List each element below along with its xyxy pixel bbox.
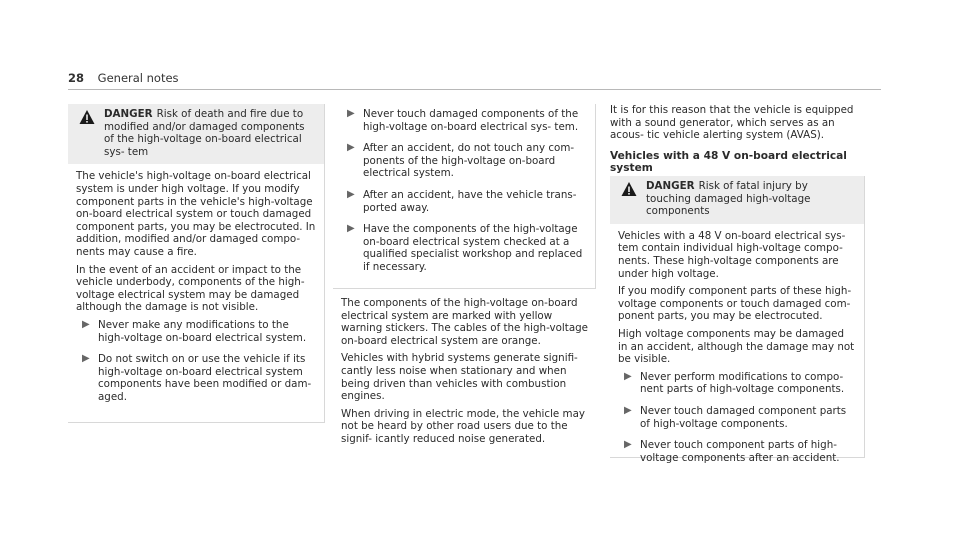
bullet-arrow-icon: ▶ — [624, 404, 632, 416]
paragraph: The vehicle's high-voltage on-board electrical system is under high voltage. If you modify component parts in the vehicle's high-voltage on-board electrical system or touch damaged component parts, you may be electrocuted. In addition, modified and/or damaged compo- nents may cause a fire. — [76, 170, 316, 258]
list-item — [341, 142, 587, 180]
list-item-text: Never touch damaged components of the high-voltage on-board electrical sys- tem. — [363, 108, 579, 133]
bullet-arrow-icon: ▶ — [347, 108, 355, 119]
danger-header — [68, 104, 324, 164]
danger-header — [610, 176, 864, 224]
page-number: 28 — [68, 71, 85, 85]
bullet-arrow-icon: ▶ — [347, 223, 355, 235]
danger-body-continued — [333, 108, 595, 291]
bullet-arrow-icon: ▶ — [347, 142, 355, 154]
warning-triangle-icon — [618, 181, 640, 197]
paragraph: The components of the high-voltage on-board electrical system are marked with yellow warning stickers. The cables of the high-voltage on-board electrical system are orange. — [341, 297, 588, 347]
danger-body — [610, 224, 864, 482]
section-heading: Vehicles with a 48 V on-board electrical system — [610, 149, 847, 174]
danger-keyword: DANGER — [646, 180, 695, 192]
bullet-arrow-icon: ▶ — [82, 353, 90, 365]
page-header — [68, 71, 179, 85]
list-item-text: Have the components of the high-voltage on-board electrical system checked at a qualified specialist workshop and replaced if necessary. — [363, 223, 583, 273]
danger-keyword: DANGER — [104, 108, 153, 120]
list-item — [341, 189, 587, 214]
paragraph: If you modify component parts of these high- voltage components or touch damaged com- ponent parts, you may be electrocuted. — [618, 285, 852, 323]
danger-box-48v — [610, 176, 865, 464]
list-item-text: After an accident, have the vehicle trans- ported away. — [363, 188, 577, 214]
list-item-text: Never touch component parts of high- voltage components after an accident. — [640, 439, 840, 464]
list-item-text: Do not switch on or use the vehicle if its high-voltage on-board electrical system components have been modified or dam- aged. — [98, 353, 312, 403]
list-item — [618, 371, 856, 396]
list-item-text: Never make any modifications to the high-voltage on-board electrical system. — [98, 318, 307, 344]
list-item — [618, 405, 856, 430]
danger-message — [646, 180, 856, 218]
danger-box-continued — [333, 104, 596, 289]
section-title: General notes — [97, 71, 179, 85]
header-divider — [68, 89, 881, 90]
list-item — [76, 353, 316, 403]
list-item — [618, 439, 856, 464]
bullet-arrow-icon: ▶ — [82, 318, 90, 330]
paragraph: In the event of an accident or impact to the vehicle underbody, components of the high- voltage electrical system may be damaged although the damage is not visible. — [76, 263, 305, 314]
warning-triangle-icon — [76, 109, 98, 125]
list-item-text: Never perform modifications to compo- nent parts of high-voltage components. — [640, 370, 845, 396]
bullet-arrow-icon: ▶ — [347, 188, 355, 200]
list-item-text: After an accident, do not touch any com- ponents of the high-voltage on-board electrical system. — [363, 142, 575, 180]
paragraph: When driving in electric mode, the vehicle may not be heard by other road users due to the signif- icantly reduced noise generated. — [341, 407, 585, 445]
bullet-arrow-icon: ▶ — [624, 370, 632, 382]
paragraph: It is for this reason that the vehicle is equipped with a sound generator, which serves as an acous- tic vehicle alerting system (AVAS). — [610, 104, 854, 142]
list-item-text: Never touch damaged component parts of high-voltage components. — [640, 404, 847, 430]
paragraph: Vehicles with hybrid systems generate signifi- cantly less noise when stationary and when being driven than vehicles with combustion engines. — [341, 352, 578, 403]
danger-message — [104, 108, 316, 158]
list-item — [341, 223, 587, 273]
column-3-intro — [610, 104, 870, 184]
list-item — [76, 319, 316, 344]
danger-body — [68, 164, 324, 420]
list-item — [341, 108, 587, 133]
column-2-text — [341, 297, 595, 451]
danger-description: Risk of fatal injury by touching damaged high-voltage components — [646, 180, 811, 218]
paragraph: High voltage components may be damaged in an accident, although the damage may not be visible. — [618, 327, 855, 366]
danger-description: Risk of death and fire due to modified and/or damaged components of the high-voltage on-board electrical sys- tem — [104, 108, 305, 158]
paragraph: Vehicles with a 48 V on-board electrical sys- tem contain individual high-voltage compo- nents. These high-voltage components are under high voltage. — [618, 229, 846, 280]
danger-box-high-voltage — [68, 104, 325, 423]
bullet-arrow-icon: ▶ — [624, 439, 632, 451]
